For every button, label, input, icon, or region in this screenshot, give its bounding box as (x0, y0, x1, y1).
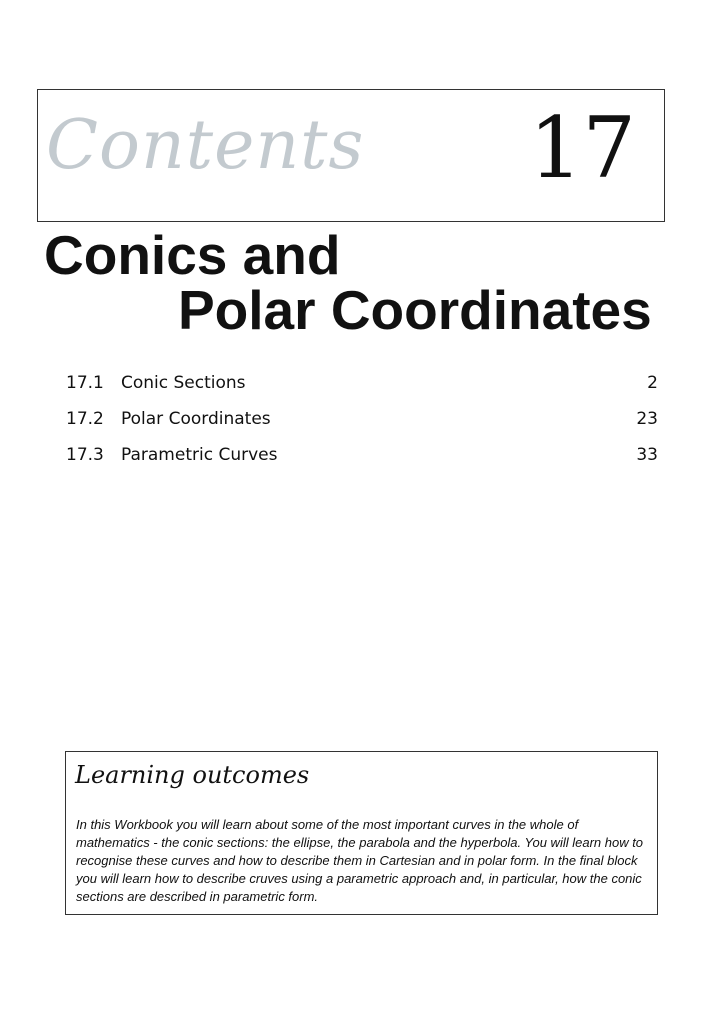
toc-entry-page: 33 (636, 445, 658, 465)
chapter-number: 17 (529, 99, 636, 197)
chapter-header-box (37, 89, 665, 222)
toc-entry-number: 17.3 (66, 445, 104, 465)
contents-label: Contents (46, 106, 365, 185)
toc-entry-title[interactable]: Polar Coordinates (121, 409, 271, 429)
learning-outcomes-heading: Learning outcomes (75, 761, 310, 789)
toc-entry[interactable] (66, 370, 658, 406)
toc-entry-page: 23 (636, 409, 658, 429)
toc-entry[interactable] (66, 442, 658, 478)
toc-entry-title[interactable]: Parametric Curves (121, 445, 278, 465)
table-of-contents (66, 370, 658, 478)
learning-outcomes-text: In this Workbook you will learn about some of the most important curves in the whole of mathematics - the conic sections: the ellipse, the parabola and the hyperbola. You will learn how to recognise these curves and how to describe them in Cartesian and in polar form. In the final block you will learn how to describe cruves using a parametric approach and, in particular, how the conic sections are described in parametric form. (76, 817, 644, 904)
toc-entry-page: 2 (647, 373, 658, 393)
learning-outcomes-box (65, 751, 658, 915)
toc-entry-number: 17.2 (66, 409, 104, 429)
toc-entry[interactable] (66, 406, 658, 442)
toc-entry-title[interactable]: Conic Sections (121, 373, 246, 393)
chapter-title-line-1: Conics and (44, 224, 341, 286)
toc-entry-number: 17.1 (66, 373, 104, 393)
chapter-title-line-2: Polar Coordinates (178, 279, 652, 341)
